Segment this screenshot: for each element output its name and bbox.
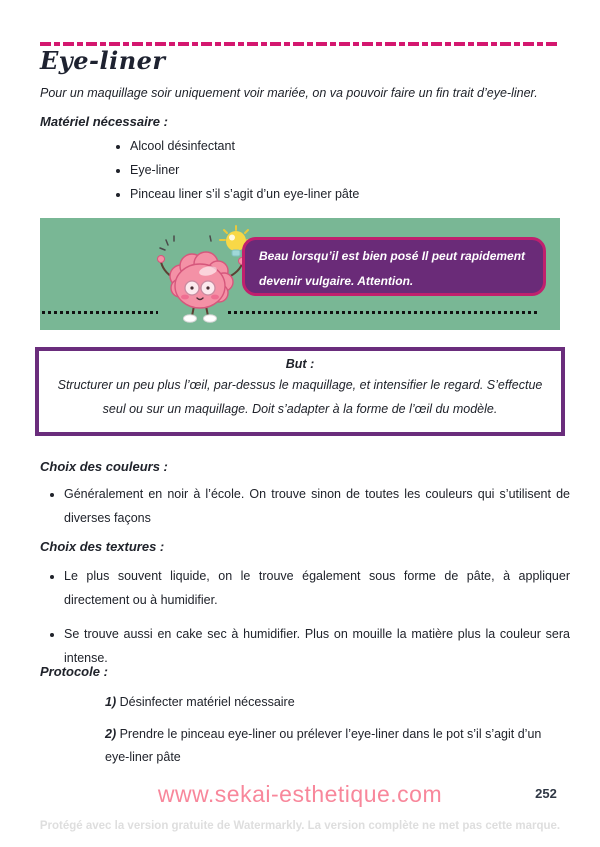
couleurs-list	[48, 482, 570, 530]
watermark-text: Protégé avec la version gratuite de Watermarkly. La version complète ne met pas cette marque.	[39, 820, 561, 832]
list-item: • Généralement en noir à l’école. On trouve sinon de toutes les couleurs qui s’utilisent de diverses façons	[64, 482, 570, 530]
textures-list	[48, 564, 570, 680]
list-item: • Se trouve aussi en cake sec à humidifier. Plus on mouille la matière plus la couleur sera intense.	[64, 622, 570, 670]
page-number: 252	[535, 786, 557, 801]
but-text: Structurer un peu plus l’œil, par-dessus le maquillage, et intensifier le regard. S’effectue seul ou sur un maquillage. Doit s’adapter à la forme de l’œil du modèle.	[57, 378, 543, 417]
protocole-heading: Protocole :	[40, 664, 108, 679]
step-number: 1)	[105, 695, 117, 709]
but-heading: But :	[285, 357, 315, 371]
protocole-step	[105, 691, 563, 714]
list-item: • Alcool désinfectant	[130, 140, 359, 153]
couleurs-heading: Choix des couleurs :	[40, 459, 168, 474]
list-item: • Eye-liner	[130, 164, 359, 177]
tip-bubble: Beau lorsqu’il est bien posé Il peut rapidement devenir vulgaire. Attention.	[242, 237, 546, 296]
intro-paragraph: Pour un maquillage soir uniquement voir mariée, on va pouvoir faire un fin trait d’eye-liner.	[40, 86, 538, 100]
list-item: • Le plus souvent liquide, on le trouve également sous forme de pâte, à appliquer directement ou à humidifier.	[64, 564, 570, 612]
step-text: Désinfecter matériel nécessaire	[116, 695, 295, 709]
materiel-list	[114, 140, 359, 212]
step-text: Prendre le pinceau eye-liner ou prélever l’eye-liner dans le pot s’il s’agit d’un eye-liner pâte	[105, 727, 542, 765]
but-box	[35, 347, 565, 436]
tip-banner	[40, 218, 560, 330]
protocole-step	[105, 723, 563, 769]
sparkle-icon	[160, 236, 211, 250]
footer-website-link[interactable]: www.sekai-esthetique.com	[157, 781, 443, 807]
list-item: • Pinceau liner s’il s’agit d’un eye-liner pâte	[130, 188, 359, 201]
step-number: 2)	[105, 727, 117, 742]
page-title: Eye-liner	[40, 46, 166, 75]
dotted-line-left	[42, 311, 158, 314]
materiel-heading: Matériel nécessaire :	[40, 114, 168, 129]
protocole-steps	[105, 691, 563, 778]
dotted-line-right	[228, 311, 538, 314]
textures-heading: Choix des textures :	[40, 539, 165, 554]
